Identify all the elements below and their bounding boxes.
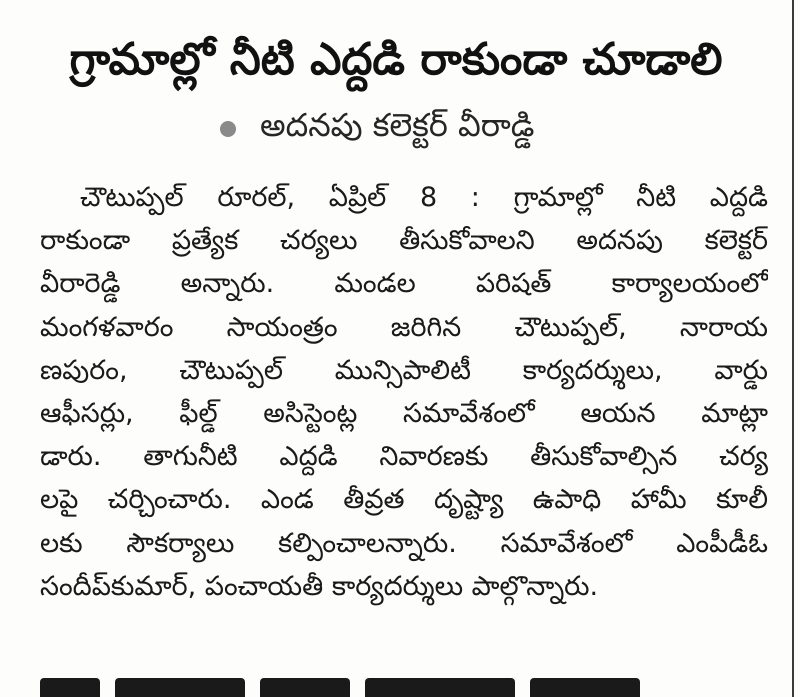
article-body	[40, 176, 768, 608]
body-line: రాకుండా ప్రత్యేక చర్యలు తీసుకోవాలని అదనపు కలెక్టర్	[40, 225, 768, 257]
body-line: మంగళవారం సాయంత్రం జరిగిన చౌటుప్పల్, నారాయ	[40, 311, 768, 343]
cropped-glyph	[115, 678, 245, 697]
subheading-text: అదనపు కలెక్టర్ వీరాడ్డి	[260, 106, 535, 144]
body-line: లకు సౌకర్యాలు కల్పించాలన్నారు. సమావేశంలో ఎంపీడీఓ	[40, 527, 768, 559]
body-line: లపై చర్చించారు. ఎండ తీవ్రత దృష్ట్యా ఉపాధి హామీ కూలీ	[40, 484, 768, 516]
cropped-glyph	[530, 678, 640, 697]
body-line: ఆఫీసర్లు, ఫీల్డ్ అసిస్టెంట్ల సమావేశంలో ఆయన మాట్లా	[40, 397, 768, 429]
subheading	[220, 104, 534, 154]
body-line: ణపురం, చౌటుప్పల్ మున్సిపాలిటీ కార్యదర్శులు, వార్డు	[40, 354, 768, 386]
bullet-icon	[220, 121, 236, 137]
cropped-glyph	[365, 678, 515, 697]
body-line: చౌటుప్పల్ రూరల్, ఏప్రిల్ 8 : గ్రామాల్లో నీటి ఎద్దడి	[80, 182, 768, 213]
headline: గ్రామాల్లో నీటి ఎద్దడి రాకుండా చూడాలి	[69, 34, 723, 85]
next-headline-cropped	[40, 678, 768, 697]
cropped-glyph	[260, 678, 350, 697]
body-line: డారు. తాగునీటి ఎద్దడి నివారణకు తీసుకోవాల్సిన చర్య	[40, 441, 768, 473]
body-line: వీరారెడ్డి అన్నారు. మండల పరిషత్ కార్యాలయంలో	[40, 268, 768, 300]
column-divider	[792, 0, 794, 697]
cropped-glyph	[40, 678, 100, 697]
body-line: సందీప్‌కుమార్, పంచాయతీ కార్యదర్శులు పాల్గొన్నారు.	[40, 570, 599, 602]
